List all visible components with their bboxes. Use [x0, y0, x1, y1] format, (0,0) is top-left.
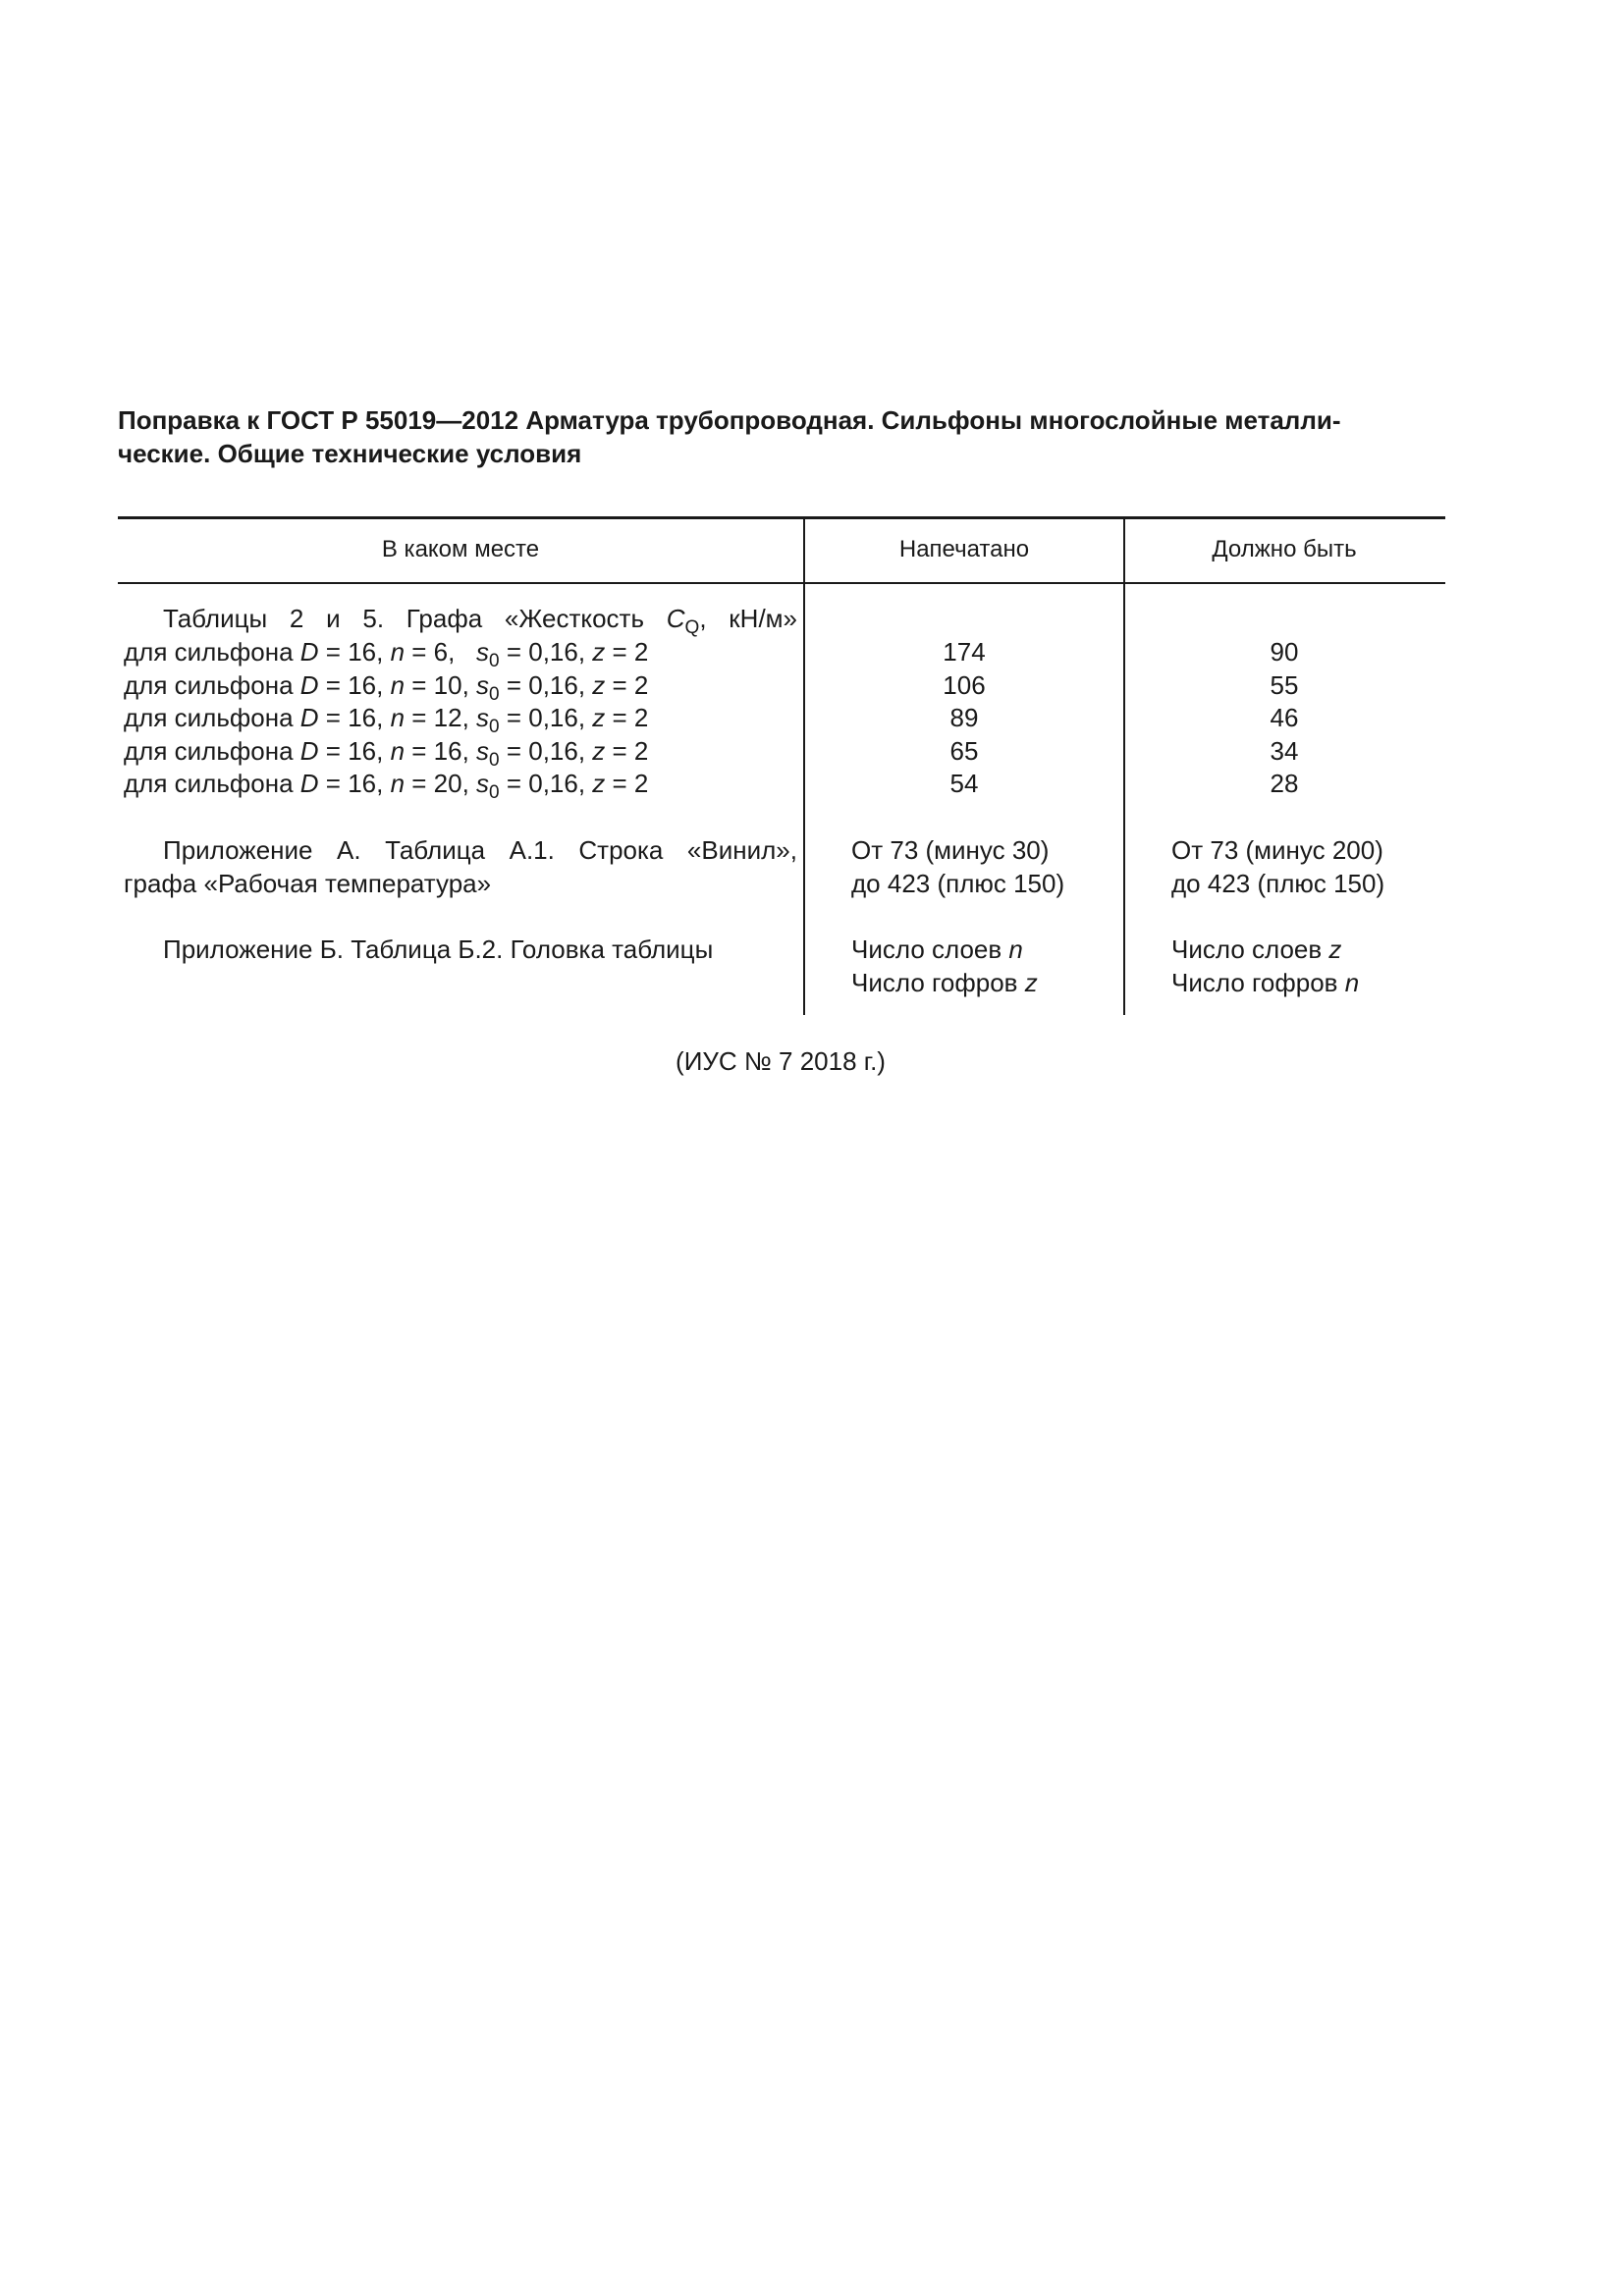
section3-printed-1: Число слоев n — [851, 934, 1023, 964]
table-header-rule — [118, 582, 1445, 584]
stiffness-row-printed: 106 — [943, 669, 986, 700]
section2-line-2: графа «Рабочая температура» — [124, 869, 492, 898]
section2-line-1: Приложение А. Таблица А.1. Строка «Винил», — [163, 835, 797, 865]
header-correct: Должно быть — [1212, 536, 1357, 562]
document-title — [118, 403, 1443, 470]
section3-correct-2: Число гофров n — [1171, 968, 1360, 997]
stiffness-row-printed: 174 — [943, 637, 986, 667]
stiffness-row-printed: 54 — [949, 769, 979, 799]
stiffness-row-correct: 90 — [1270, 637, 1299, 667]
section1-intro: Таблицы 2 и 5. Графа «Жесткость $C_Q$, кН/м» — [163, 604, 797, 638]
title-line-1: Поправка к ГОСТ Р 55019—2012 Арматура трубопроводная. Сильфоны многослойные металли- — [118, 405, 1341, 435]
stiffness-row-label: для сильфона D = 16, n = 16, $s_0 = 0,16$, z = 2 — [124, 735, 649, 771]
section3-printed-2: Число гофров z — [851, 968, 1038, 997]
header-location: В каком месте — [381, 536, 540, 562]
section3-line-1: Приложение Б. Таблица Б.2. Головка таблицы — [163, 934, 714, 964]
section2-printed-1: От 73 (минус 30) — [851, 835, 1050, 865]
section2-printed-2: до 423 (плюс 150) — [851, 869, 1065, 898]
stiffness-row-correct: 46 — [1270, 703, 1299, 733]
stiffness-row-printed: 65 — [949, 735, 979, 766]
title-line-2: ческие. Общие технические условия — [118, 439, 582, 468]
section2-correct-2: до 423 (плюс 150) — [1171, 869, 1385, 898]
stiffness-row-correct: 28 — [1270, 769, 1299, 799]
stiffness-row-label: для сильфона D = 16, n = 12, $s_0 = 0,16$, z = 2 — [124, 703, 649, 738]
stiffness-row-correct: 55 — [1270, 669, 1299, 700]
header-printed: Напечатано — [898, 536, 1030, 562]
stiffness-row-correct: 34 — [1270, 735, 1299, 766]
stiffness-row-label: для сильфона D = 16, n = 20, $s_0 = 0,16$, z = 2 — [124, 769, 649, 804]
footer-ius: (ИУС № 7 2018 г.) — [676, 1046, 886, 1076]
stiffness-row-label: для сильфона D = 16, n = 10, $s_0 = 0,16$, z = 2 — [124, 669, 649, 705]
stiffness-row-label: для сильфона D = 16, n = 6, $s_0 = 0,16$, z = 2 — [124, 637, 649, 671]
stiffness-row-printed: 89 — [949, 703, 979, 733]
section3-correct-1: Число слоев z — [1171, 934, 1342, 964]
section2-correct-1: От 73 (минус 200) — [1171, 835, 1383, 865]
